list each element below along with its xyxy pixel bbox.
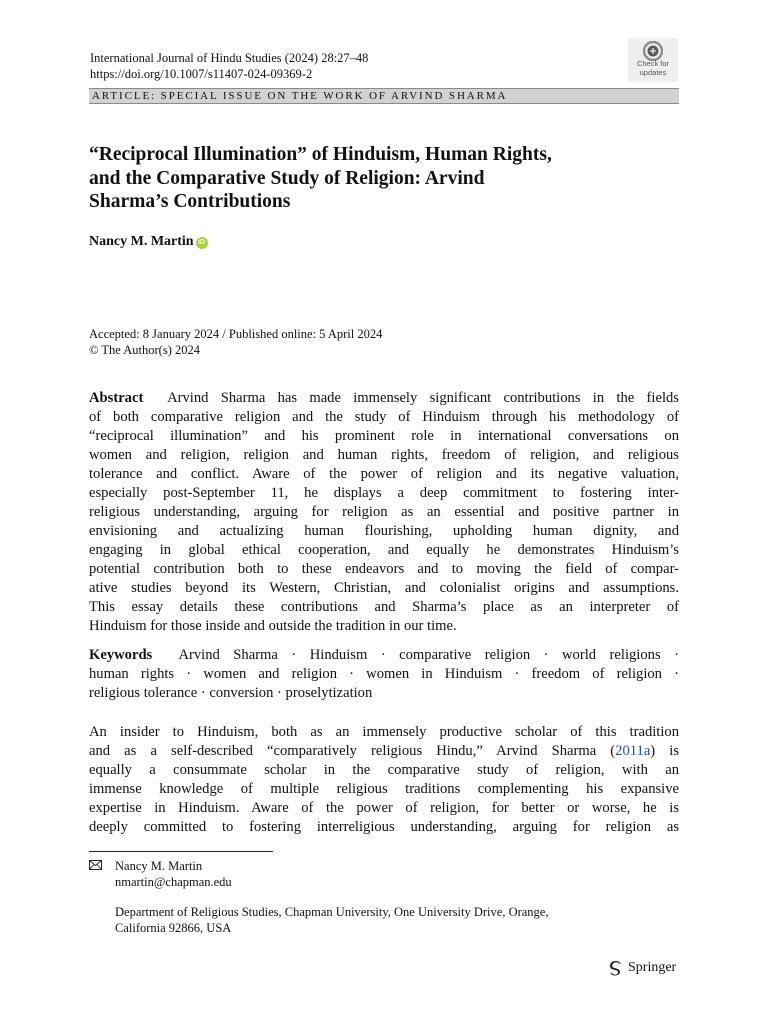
abstract-line: especially post-September 11, he displays a deep commitment to fostering inter- <box>89 485 679 501</box>
body-line: equally a consummate scholar in the comparative study of religion, with an <box>89 762 679 778</box>
title-line: and the Comparative Study of Religion: Arvind <box>89 167 485 189</box>
article-type-banner <box>89 88 679 104</box>
footnote-divider <box>89 851 273 852</box>
body-line: and as a self-described “comparatively religious Hindu,” Arvind Sharma (2011a) is <box>89 743 680 759</box>
copyright-line: © The Author(s) 2024 <box>89 343 200 357</box>
article-title <box>89 143 679 214</box>
banner-text: ARTICLE: SPECIAL ISSUE ON THE WORK OF ARVIND SHARMA <box>92 90 508 102</box>
abstract-line: envisioning and actualizing human flourishing, upholding human dignity, and <box>89 523 679 539</box>
publisher-name: Springer <box>628 960 677 975</box>
body-line: expertise in Hinduism. Aware of the power of religion, for better or worse, he is <box>89 800 679 816</box>
abstract-heading: Abstract <box>89 390 144 406</box>
footer-affiliation: Department of Religious Studies, Chapman University, One University Drive, Orange, California 92866, USA <box>115 905 549 935</box>
publisher-logo <box>608 960 676 976</box>
abstract-line: “reciprocal illumination” and his prominent role in international conversations on <box>89 428 679 444</box>
footer-email[interactable]: nmartin@chapman.edu <box>115 875 232 889</box>
abstract-line: This essay details these contributions and Sharma’s place as an interpreter of <box>89 599 679 615</box>
dates-line: Accepted: 8 January 2024 / Published online: 5 April 2024 <box>89 327 383 341</box>
crossmark-label: Check for updates <box>636 59 670 77</box>
abstract-line: potential contribution both to these endeavors and to moving the field of compar- <box>89 561 679 577</box>
author-line <box>89 234 208 250</box>
author-name[interactable]: Nancy M. Martin <box>89 234 194 249</box>
abstract-line: ative studies beyond its Western, Christian, and colonialist origins and assumptions. <box>89 580 679 596</box>
keywords-line: Keywords Arvind Sharma · Hinduism · comparative religion · world religions · <box>89 647 679 663</box>
publication-dates <box>89 326 382 358</box>
body-line: immense knowledge of multiple religious traditions complementing his expansive <box>89 781 679 797</box>
author-footnote <box>89 858 548 936</box>
title-line: “Reciprocal Illumination” of Hinduism, Human Rights, <box>89 144 552 165</box>
keywords-heading: Keywords <box>89 647 153 663</box>
springer-logo-icon <box>608 960 624 976</box>
journal-citation: International Journal of Hindu Studies (2024) 28:27–48 <box>90 51 369 65</box>
abstract-line: engaging in global ethical cooperation, and equally he demonstrates Hinduism’s <box>89 542 679 558</box>
abstract-line: of both comparative religion and the study of Hinduism through his methodology of <box>89 409 679 425</box>
abstract-line: religious understanding, arguing for religion as an essential and positive partner in <box>89 504 679 520</box>
body-line: An insider to Hinduism, both as an immensely productive scholar of this tradition <box>89 724 679 740</box>
abstract-line: tolerance and conflict. Aware of the power of religion and its negative valuation, <box>89 466 679 482</box>
title-line: Sharma’s Contributions <box>89 191 291 212</box>
crossmark-button[interactable] <box>628 38 678 82</box>
citation-link[interactable]: 2011a <box>615 743 651 759</box>
journal-doi[interactable]: https://doi.org/10.1007/s11407-024-09369-2 <box>90 67 313 81</box>
abstract <box>89 389 679 636</box>
abstract-line: women and religion, religion and human rights, freedom of religion, and religious <box>89 447 679 463</box>
body-line: deeply committed to fostering interreligious understanding, arguing for religion as <box>89 819 679 835</box>
keywords-line: religious tolerance · conversion · proselytization <box>89 685 373 701</box>
abstract-line: Abstract Arvind Sharma has made immensely significant contributions in the fields <box>89 390 679 406</box>
abstract-line: Hinduism for those inside and outside the tradition in our time. <box>89 618 457 634</box>
body-paragraph <box>89 723 679 837</box>
journal-header <box>90 50 368 82</box>
footer-author-name: Nancy M. Martin <box>115 859 203 873</box>
orcid-icon[interactable]: iD <box>196 237 208 249</box>
keywords <box>89 646 679 703</box>
keywords-line: human rights · women and religion · women in Hinduism · freedom of religion · <box>89 666 679 682</box>
envelope-icon <box>89 860 102 870</box>
crossmark-icon <box>643 41 663 61</box>
